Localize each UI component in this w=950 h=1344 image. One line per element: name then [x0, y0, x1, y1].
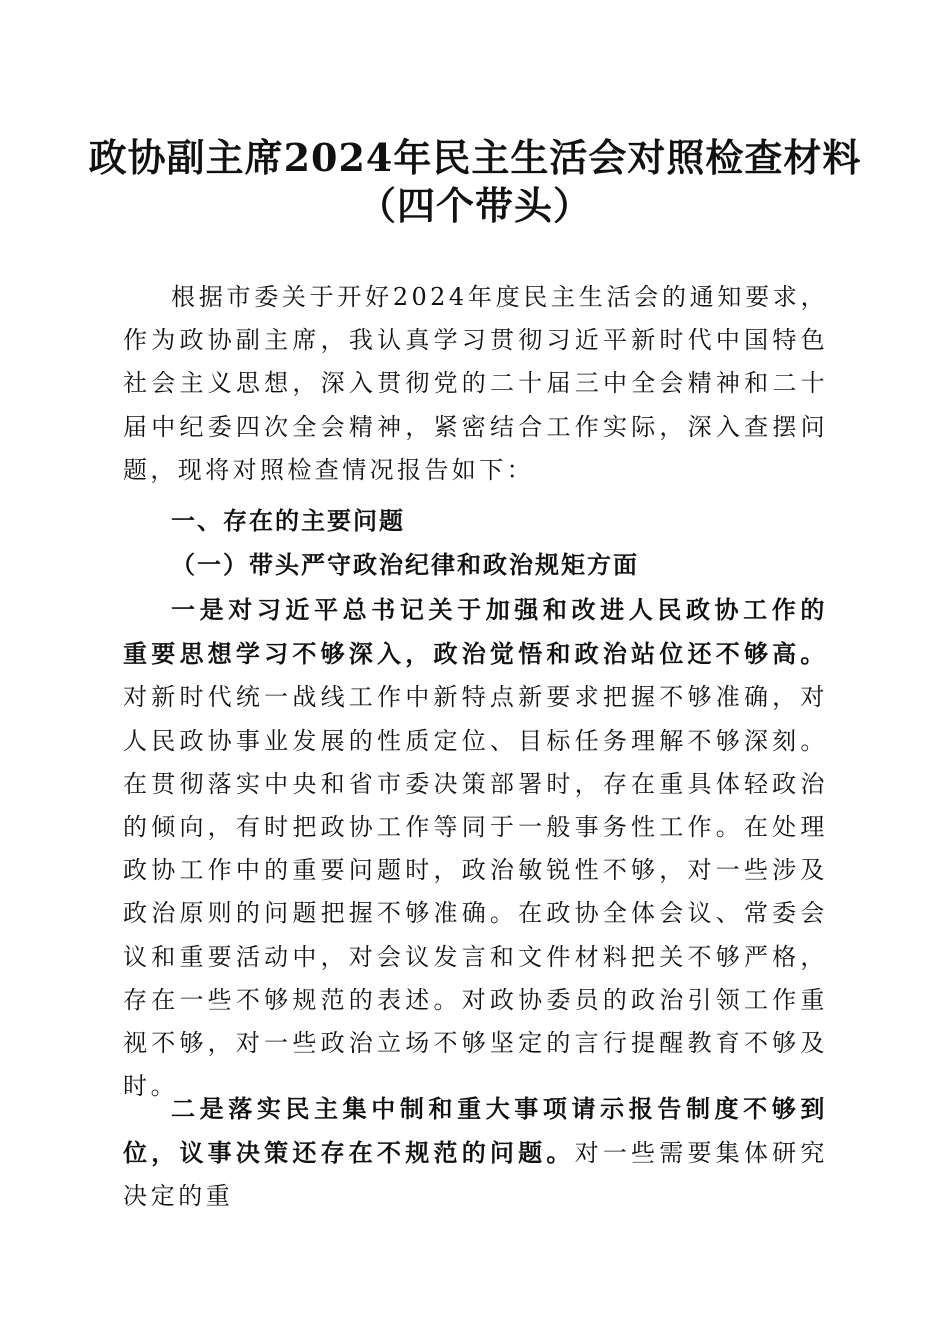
subsection-heading-political-discipline: （一）带头严守政治纪律和政治规矩方面 — [171, 550, 639, 579]
document-title: 政协副主席2024年民主生活会对照检查材料 — [88, 135, 862, 180]
intro-paragraph: 根据市委关于开好2024年度民主生活会的通知要求，作为政协副主席，我认真学习贯彻习近平新时代中国特色社会主义思想，深入贯彻党的二十届三中全会精神和二十届中纪委四次全会精神，紧密结合工作实际，深入查摆问题，现将对照检查情况报告如下： — [123, 283, 828, 484]
paragraph-point-one-body: 对新时代统一战线工作中新特点新要求把握不够准确，对人民政协事业发展的性质定位、目标任务理解不够深刻。在贯彻落实中央和省市委决策部署时，存在重具体轻政治的倾向，有时把政协工作等同于一般事务性工作。在处理政协工作中的重要问题时，政治敏锐性不够，对一些涉及政治原则的问题把握不够准确。在政协全体会议、常委会议和重要活动中，对会议发言和文件材料把关不够严格，存在一些不够规范的表述。对政协委员的政治引领工作重视不够，对一些政治立场不够坚定的言行提醒教育不够及时。 — [123, 683, 828, 1101]
paragraph-point-one-lead: 一是对习近平总书记关于加强和改进人民政协工作的重要思想学习不够深入，政治觉悟和政治站位还不够高。 — [123, 595, 828, 669]
section-heading-problems: 一、存在的主要问题 — [171, 507, 405, 535]
paragraph-point-two-lead: 二是落实民主集中制和重大事项请示报告制度不够到位，议事决策还存在不规范的问题。 — [123, 1094, 828, 1168]
paragraph-point-one — [123, 588, 828, 1108]
paragraph-point-two — [123, 1087, 828, 1219]
document-subtitle: （四个带头） — [357, 183, 592, 228]
paragraph-point-two-body: 对一些需要集体研究决定的重 — [123, 1139, 828, 1211]
